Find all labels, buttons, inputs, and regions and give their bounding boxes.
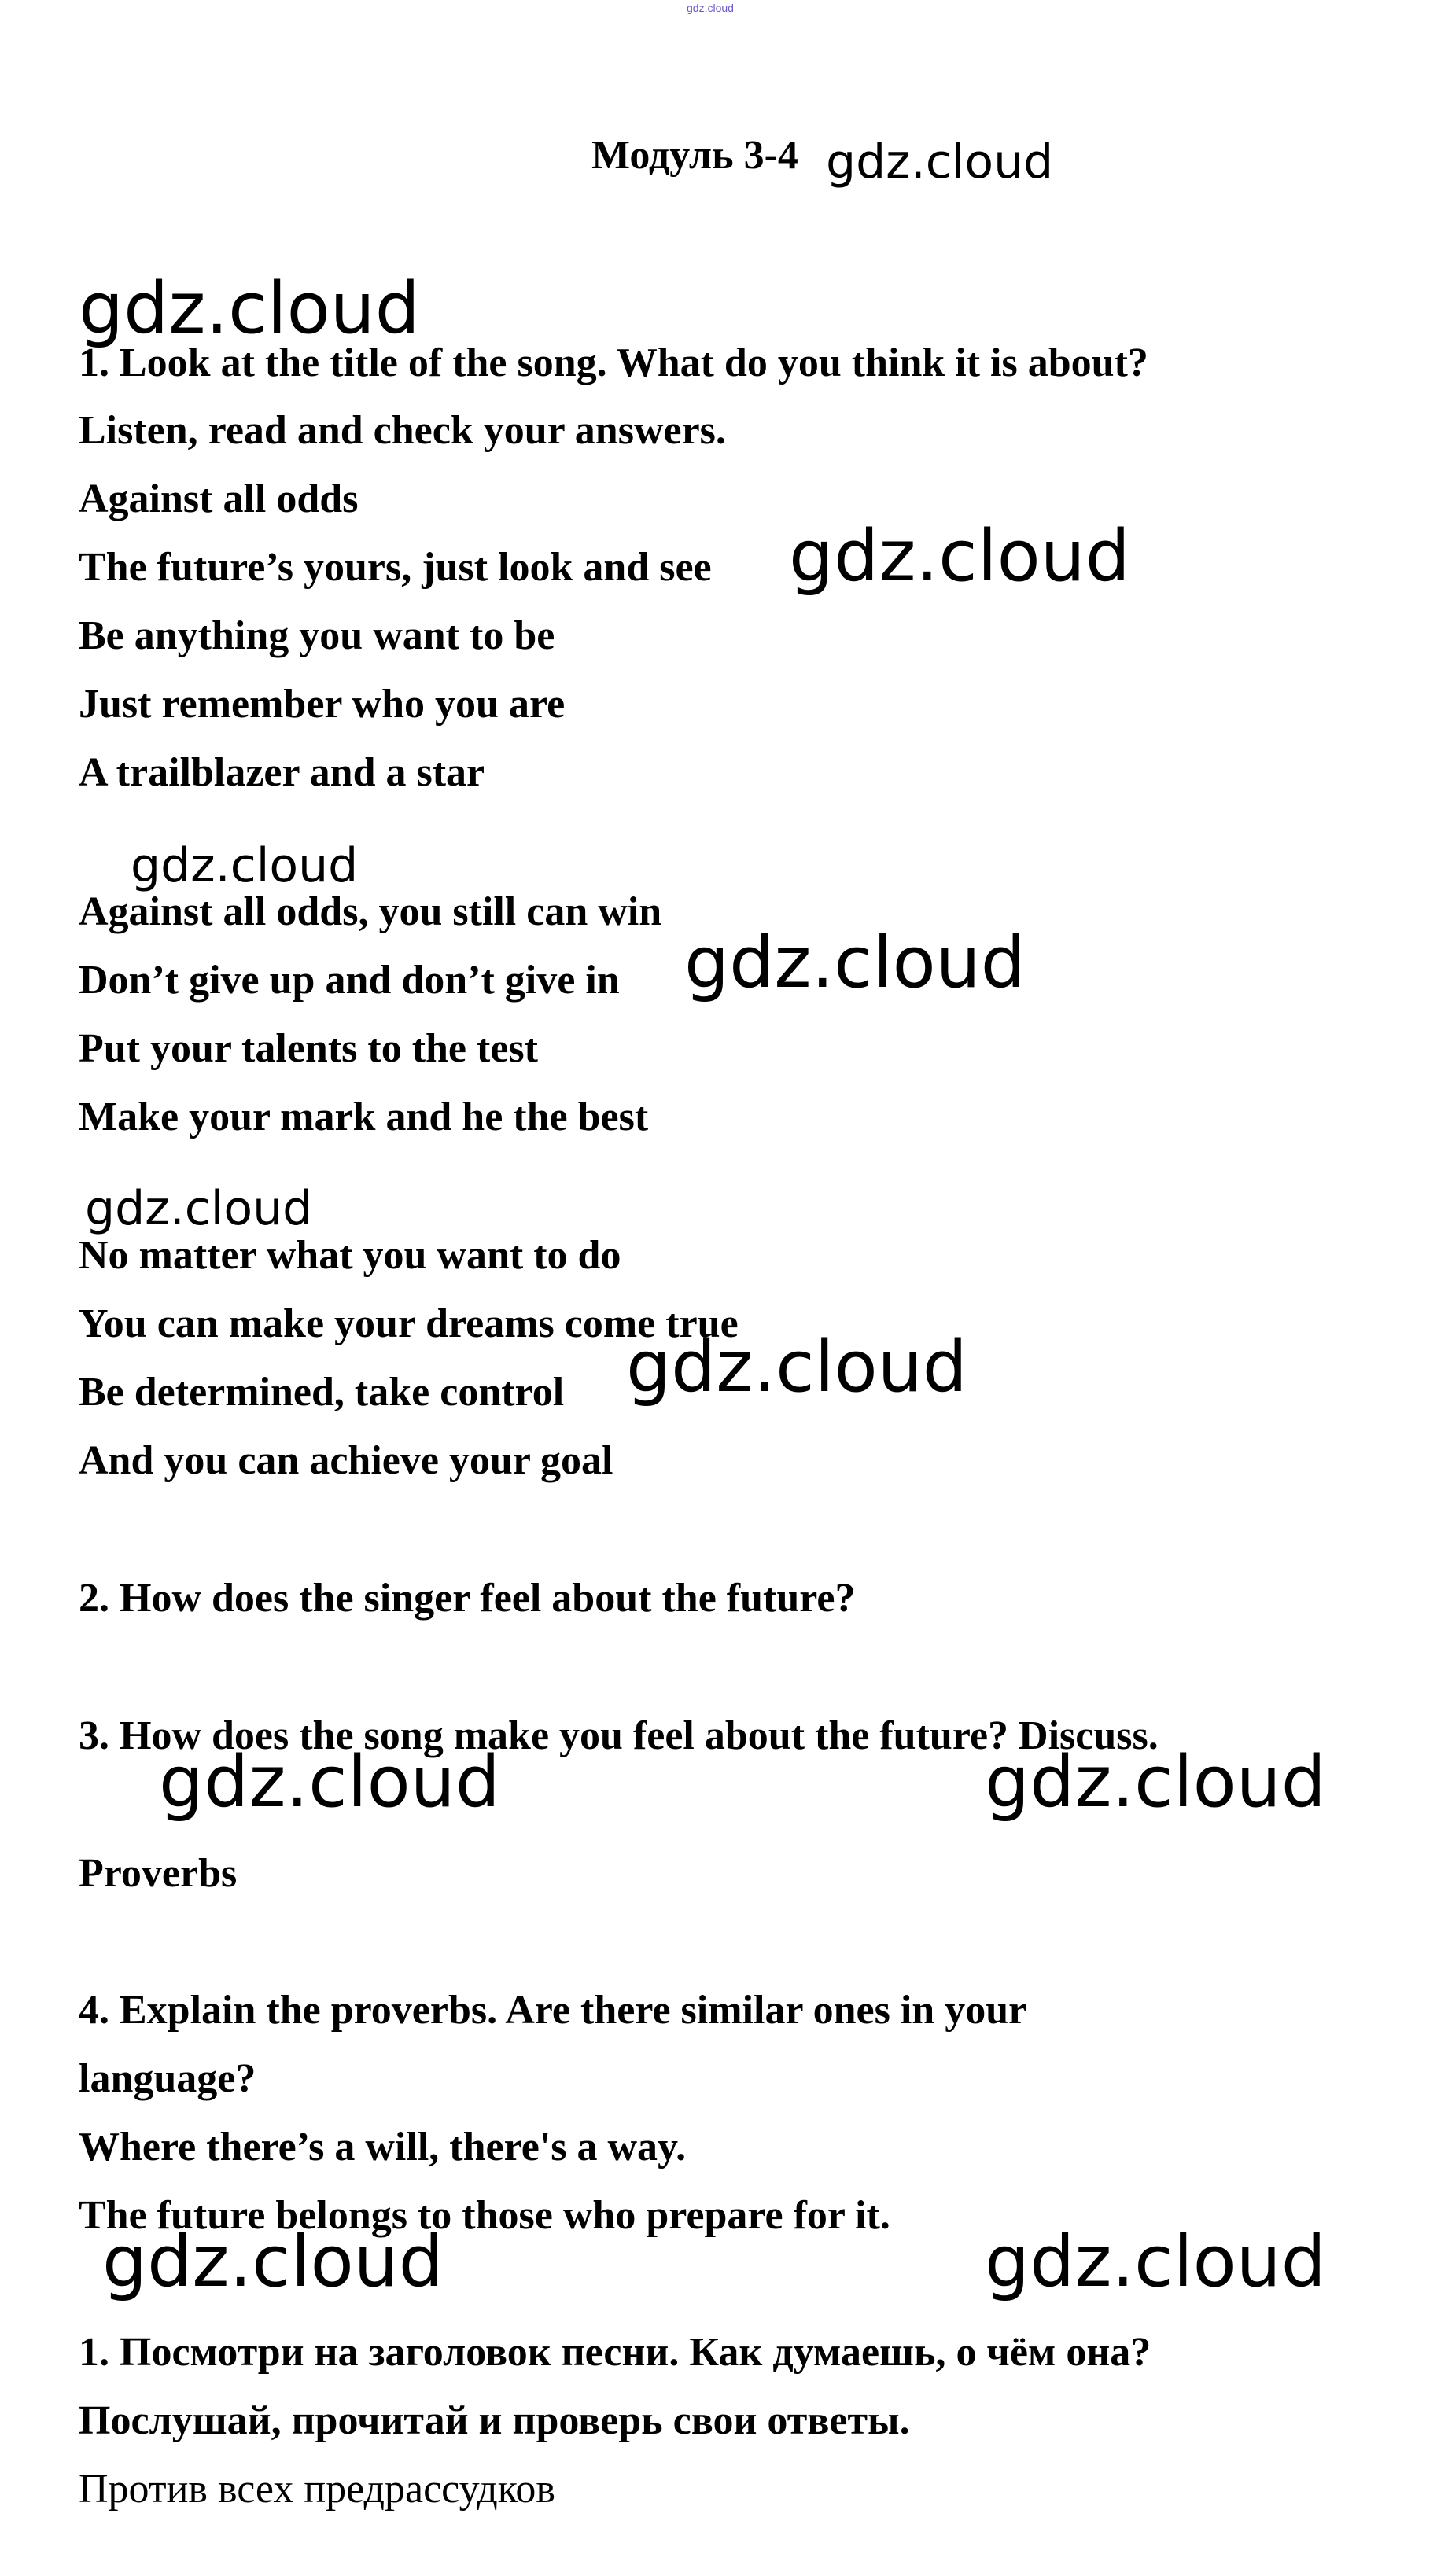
song-line: Put your talents to the test bbox=[79, 1026, 538, 1071]
song-line: Don’t give up and don’t give in bbox=[79, 958, 620, 1003]
watermark: gdz.cloud bbox=[826, 134, 1054, 190]
song-line: A trailblazer and a star bbox=[79, 750, 485, 795]
watermark: gdz.cloud bbox=[626, 1326, 967, 1408]
song-line: You can make your dreams come true bbox=[79, 1301, 739, 1346]
song-line: Make your mark and he the best bbox=[79, 1095, 649, 1139]
watermark: gdz.cloud bbox=[985, 1741, 1326, 1823]
watermark: gdz.cloud bbox=[79, 267, 420, 350]
watermark: gdz.cloud bbox=[102, 2221, 444, 2303]
watermark: gdz.cloud bbox=[85, 1181, 313, 1236]
song-line: No matter what you want to do bbox=[79, 1233, 621, 1278]
task3: 3. How does the song make you feel about the future? Discuss. bbox=[79, 1713, 1159, 1758]
watermark: gdz.cloud bbox=[985, 2221, 1326, 2303]
song-line: And you can achieve your goal bbox=[79, 1438, 613, 1483]
watermark: gdz.cloud bbox=[131, 838, 359, 893]
watermark: gdz.cloud bbox=[789, 515, 1130, 598]
task4-line1: 4. Explain the proverbs. Are there similar ones in your bbox=[79, 1988, 1027, 2033]
proverbs-heading: Proverbs bbox=[79, 1851, 238, 1896]
task2: 2. How does the singer feel about the future? bbox=[79, 1576, 856, 1621]
watermark: gdz.cloud bbox=[159, 1741, 500, 1823]
task1-subheading: Listen, read and check your answers. bbox=[79, 408, 726, 453]
task1-heading: 1. Look at the title of the song. What do you think it is about? bbox=[79, 340, 1148, 385]
task4-line2: language? bbox=[79, 2056, 256, 2101]
watermark: gdz.cloud bbox=[684, 922, 1026, 1004]
song-title: Against all odds bbox=[79, 477, 359, 521]
top-watermark: gdz.cloud bbox=[687, 2, 734, 14]
song-line: Be anything you want to be bbox=[79, 613, 555, 658]
ru-task1-subheading: Послушай, прочитай и проверь свои ответы. bbox=[79, 2398, 910, 2443]
proverb-1: Where there’s a will, there's a way. bbox=[79, 2125, 687, 2169]
proverb-2: The future belongs to those who prepare for it. bbox=[79, 2193, 890, 2238]
module-title: Модуль 3-4 bbox=[591, 133, 798, 178]
ru-task1-heading: 1. Посмотри на заголовок песни. Как думаешь, о чём она? bbox=[79, 2330, 1151, 2375]
song-line: Be determined, take control bbox=[79, 1370, 565, 1415]
song-line: Against all odds, you still can win bbox=[79, 889, 662, 934]
song-line: The future’s yours, just look and see bbox=[79, 545, 712, 590]
song-line: Just remember who you are bbox=[79, 682, 566, 727]
ru-song-title: Против всех предрассудков bbox=[79, 2467, 555, 2512]
